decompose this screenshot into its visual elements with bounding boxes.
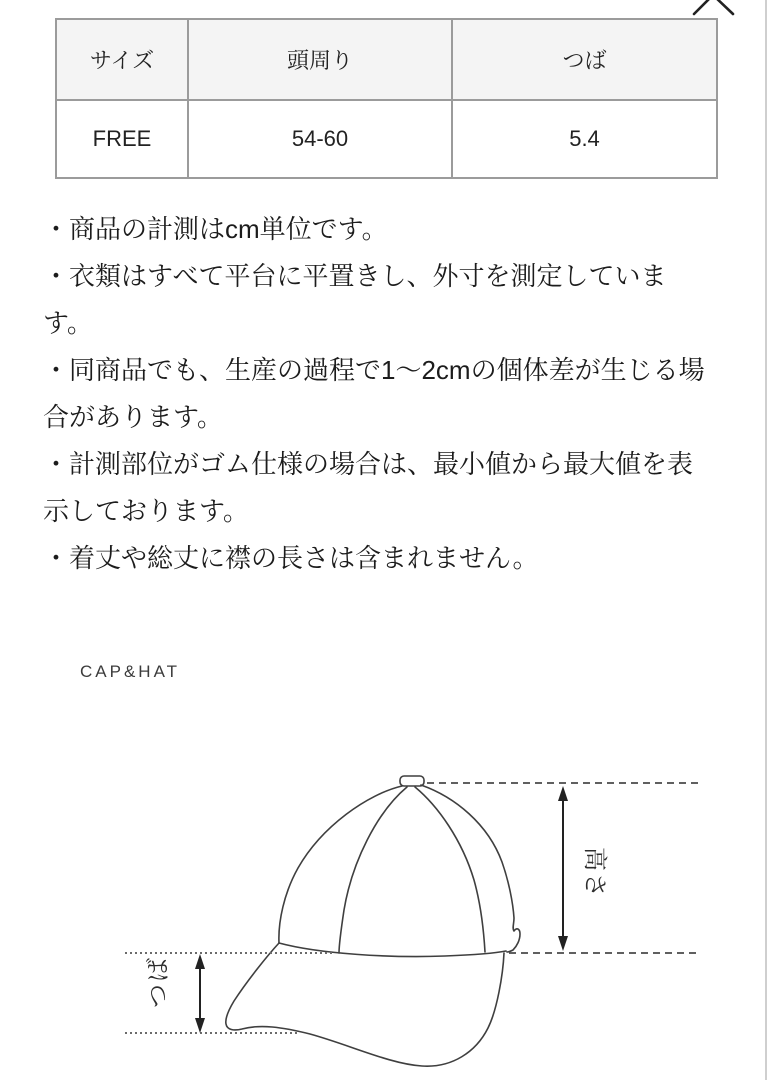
section-title-cap-hat: CAP&HAT: [80, 662, 181, 681]
height-arrow: [558, 786, 568, 951]
cap-front-edge: [279, 786, 402, 943]
cap-line-art: [226, 776, 520, 1066]
cap-band-seam: [279, 943, 506, 956]
head-circumference-column-header: 頭周り: [188, 19, 452, 100]
brim-arrow: [195, 954, 205, 1033]
note-item: ・同商品でも、生産の過程で1〜2cmの個体差が生じる場合があります。: [43, 355, 705, 432]
close-icon[interactable]: [684, 0, 748, 20]
cap-back-seam: [415, 787, 485, 952]
head-circumference-value-cell: 54-60: [188, 100, 452, 178]
size-table-header-row: [56, 19, 717, 100]
right-edge-line: [765, 0, 767, 1080]
cap-front-seam: [339, 787, 407, 953]
cap-back-edge: [421, 785, 520, 952]
close-icon-stroke: [694, 0, 733, 14]
size-value-cell: FREE: [56, 100, 188, 178]
size-column-header: サイズ: [56, 19, 188, 100]
size-table: [55, 18, 718, 179]
brim-arrow-head-top: [195, 954, 205, 969]
height-arrow-head-bottom: [558, 936, 568, 951]
brim-column-header: つば: [452, 19, 717, 100]
note-item: ・商品の計測はcm単位です。: [43, 214, 388, 244]
cap-button: [400, 776, 424, 786]
dimension-lines: [125, 783, 700, 1033]
height-label: 高さ: [581, 847, 608, 899]
note-item: ・計測部位がゴム仕様の場合は、最小値から最大値を表示しております。: [43, 449, 694, 526]
height-arrow-head-top: [558, 786, 568, 801]
brim-label: つば: [145, 956, 172, 1008]
size-table-row: [56, 100, 717, 178]
brim-value-cell: 5.4: [452, 100, 717, 178]
note-item: ・着丈や総丈に襟の長さは含まれません。: [43, 543, 539, 573]
brim-arrow-head-bottom: [195, 1018, 205, 1033]
cap-brim: [226, 943, 504, 1066]
note-item: ・衣類はすべて平台に平置きし、外寸を測定しています。: [43, 261, 667, 338]
measurement-notes: [43, 206, 711, 582]
